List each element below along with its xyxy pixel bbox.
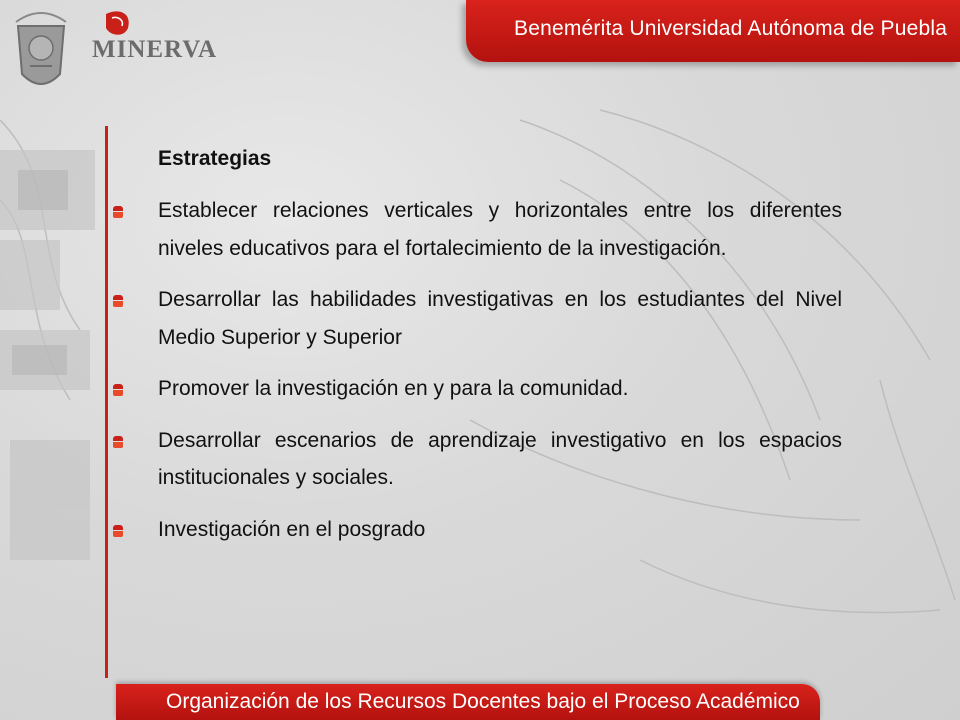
bullet-text: Investigación en el posgrado [158,517,426,541]
section-heading: Estrategias [158,147,272,170]
bullet-item [158,192,842,267]
bullet-icon [113,436,123,448]
bullet-icon [113,206,123,218]
bullet-icon [113,384,123,396]
bullet-icon [113,525,123,537]
bullet-text: Establecer relaciones verticales y horizontales entre los diferentes niveles educativos para el fortalecimiento de la investigación. [158,199,842,260]
header-banner [466,0,960,62]
bullet-item [158,422,842,497]
bullet-item [158,370,842,408]
university-seal-logo [8,4,74,96]
bullet-icon [113,295,123,307]
accent-rule [105,126,108,678]
footer-title: Organización de los Recursos Docentes bajo el Proceso Académico [166,690,800,713]
university-title: Benemérita Universidad Autónoma de Puebla [514,17,948,40]
minerva-wordmark: MINERVA [92,36,218,63]
bullet-item [158,281,842,356]
bullet-item [158,511,842,549]
slide-content [158,140,842,562]
bullet-text: Promover la investigación en y para la comunidad. [158,377,629,400]
bullet-text: Desarrollar escenarios de aprendizaje investigativo en los espacios institucionales y sociales. [158,428,842,489]
footer-banner [116,684,820,720]
bullet-text: Desarrollar las habilidades investigativas en los estudiantes del Nivel Medio Superior y Superior [158,288,842,349]
